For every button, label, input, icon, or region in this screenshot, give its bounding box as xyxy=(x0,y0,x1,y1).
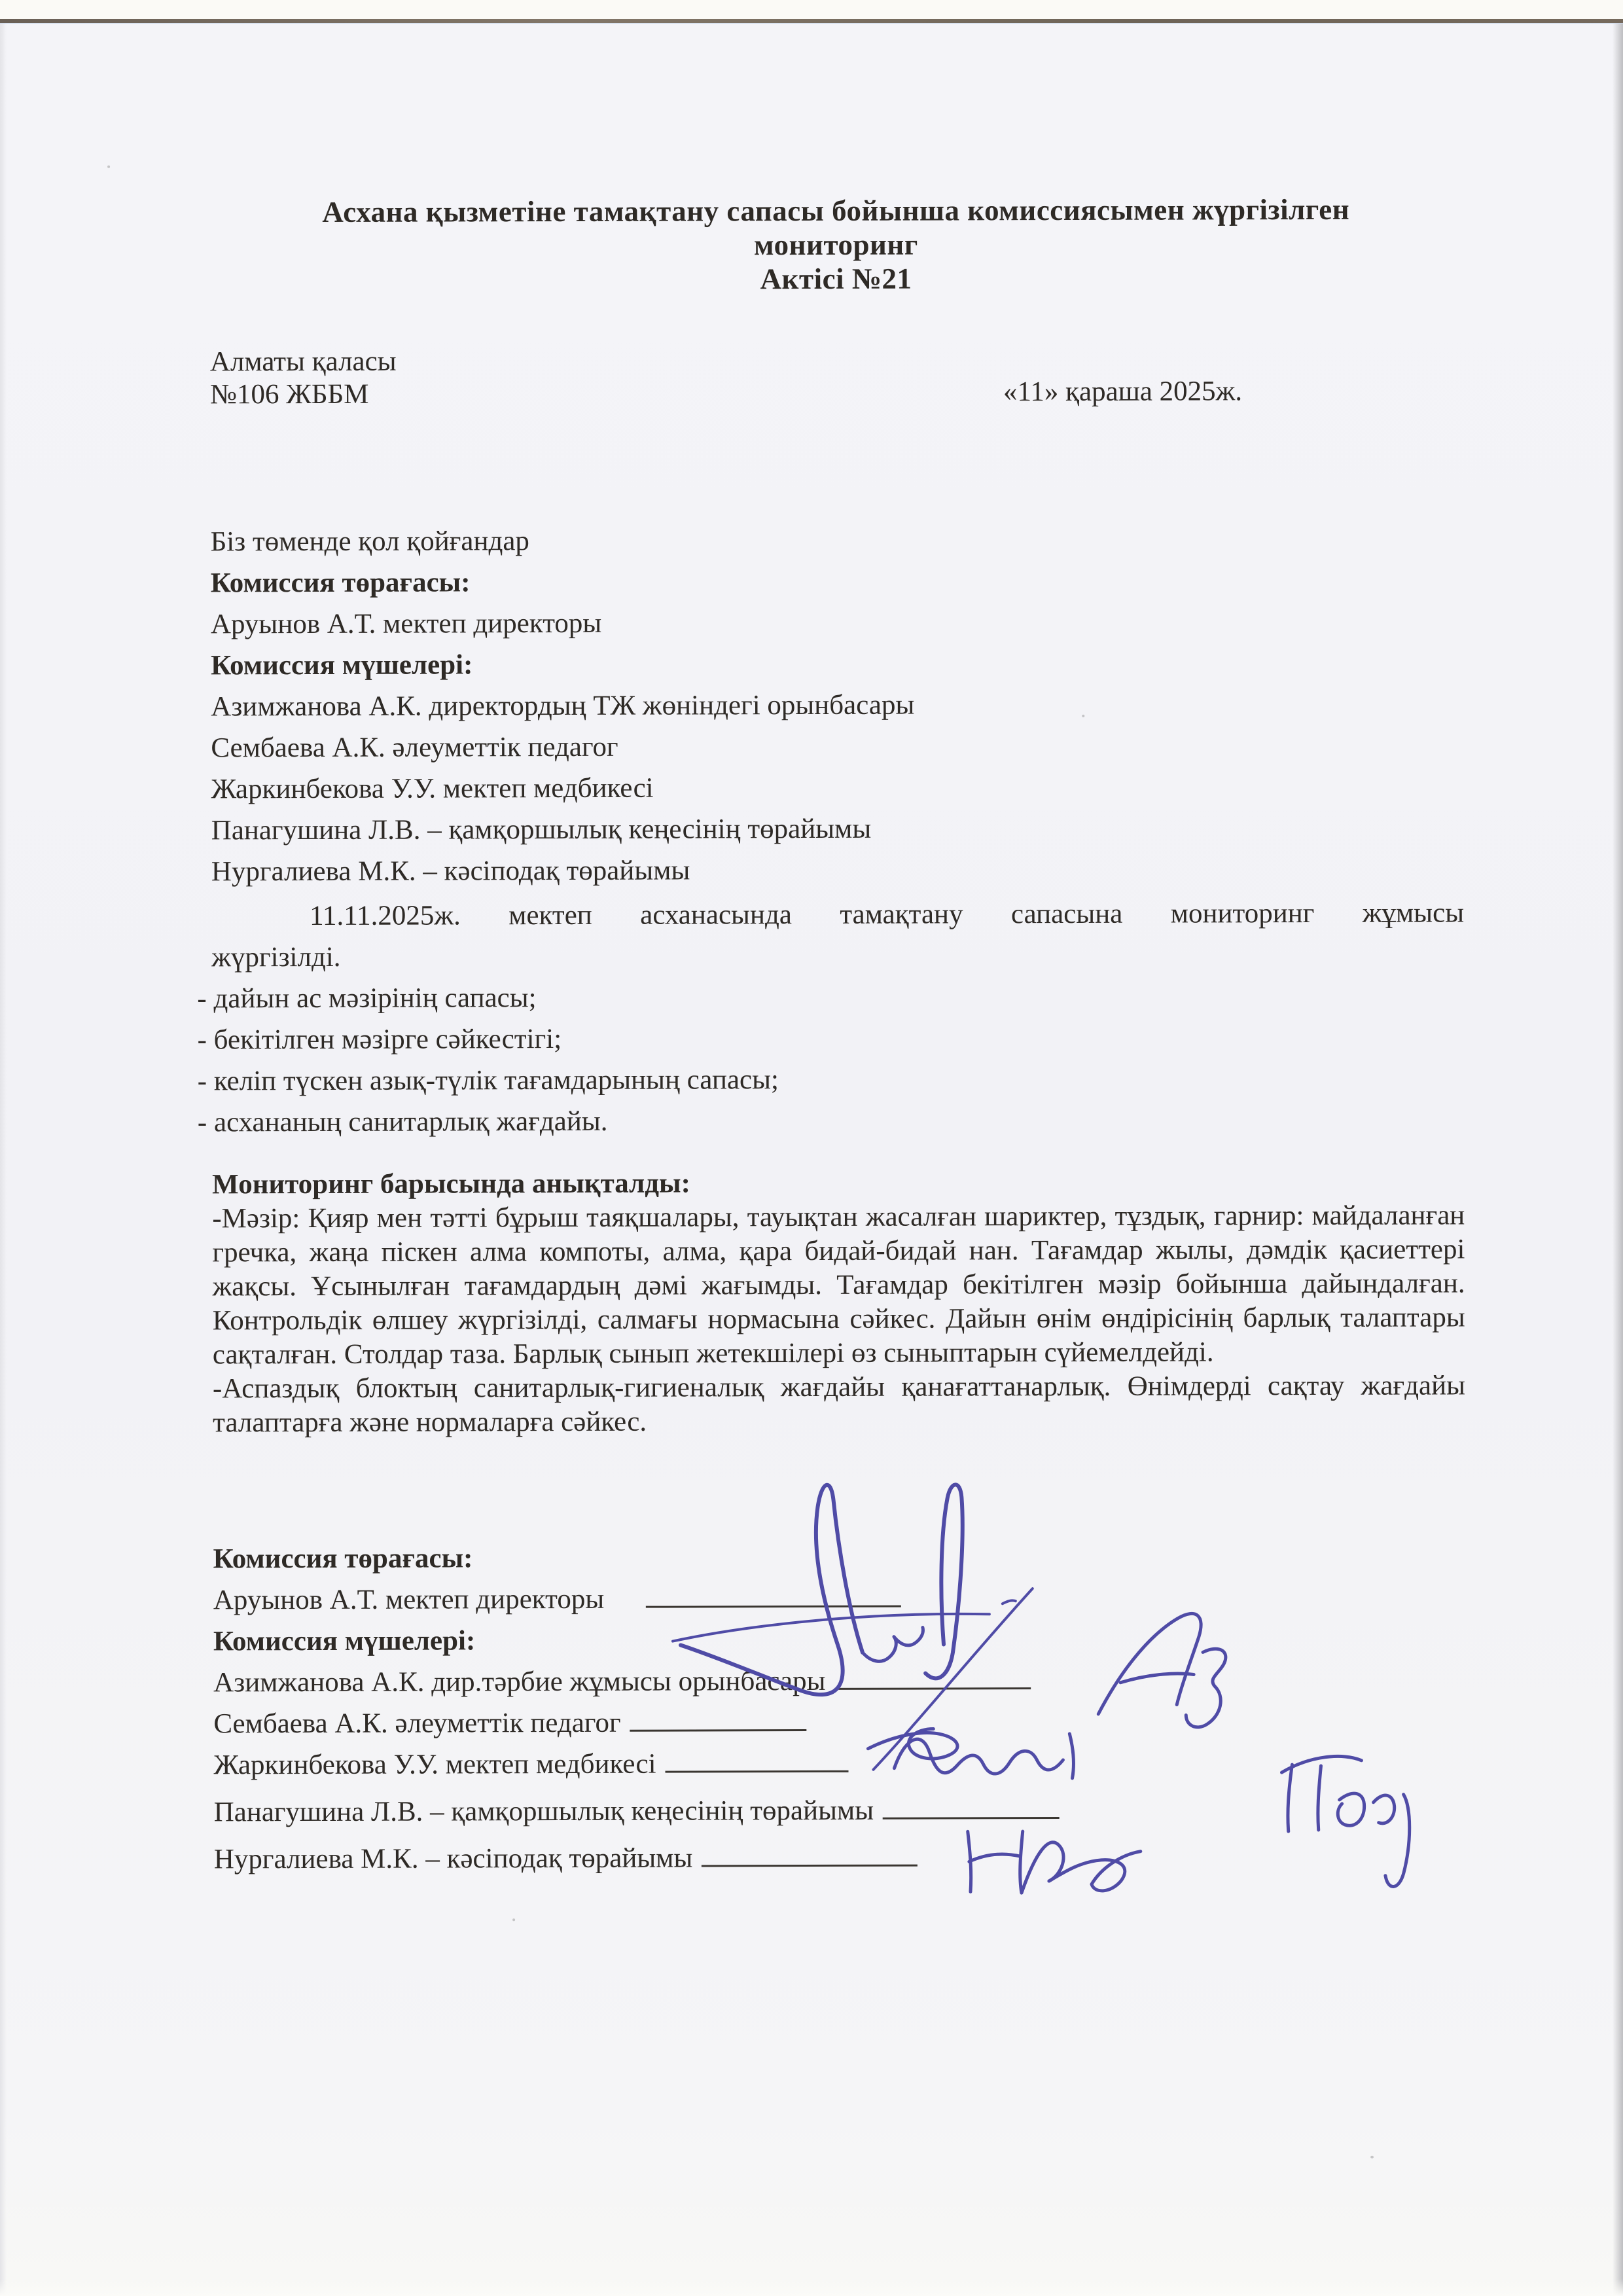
signature-row-name: Панагушина Л.В. – қамқоршылық кеңесінің төрайымы xyxy=(213,1795,874,1828)
findings-block xyxy=(212,1164,1465,1440)
signature-chair-label: Комиссия төрағасы: xyxy=(213,1543,473,1575)
document-title xyxy=(209,192,1462,297)
member-item: Сембаева А.К. әлеуметтік педагог xyxy=(211,731,618,764)
members-label: Комиссия мүшелері: xyxy=(211,649,473,681)
checklist-block xyxy=(197,975,1467,1143)
monitoring-paragraph-line1: 11.11.2025ж. мектеп асханасында тамақтану сапасына мониторинг жұмысы xyxy=(310,897,1465,932)
checklist-item: - асхананың санитарлық жағдайы. xyxy=(197,1105,608,1138)
signature-row xyxy=(214,1842,918,1876)
chair-name: Аруынов А.Т. мектеп директоры xyxy=(210,607,602,640)
findings-label: Мониторинг барысында анықталды: xyxy=(212,1168,690,1200)
header-school: №106 ЖББМ xyxy=(209,378,369,410)
signature-members-label: Комиссия мүшелері: xyxy=(213,1625,476,1657)
title-line-3: Актісі №21 xyxy=(760,262,912,296)
member-item: Азимжанова А.К. директордың ТЖ жөніндегі орынбасары xyxy=(211,689,915,723)
signature-row xyxy=(213,1748,848,1782)
scan-speck xyxy=(1082,715,1084,717)
title-line-1: Асхана қызметіне тамақтану сапасы бойынша комиссиясымен жүргізілген xyxy=(322,192,1350,228)
preamble-block xyxy=(210,518,1463,892)
signature-ink-nurgalieva xyxy=(944,1789,1181,1928)
signature-ink-azimzhanova xyxy=(1075,1596,1258,1740)
scan-speck xyxy=(107,166,110,168)
checklist-item: - келіп түскен азық-түлік тағамдарының сапасы; xyxy=(197,1064,779,1097)
monitoring-paragraph-line2: жүргізілді. xyxy=(211,941,341,973)
signature-line xyxy=(702,1845,918,1867)
signature-row-chair-name: Аруынов А.Т. мектеп директоры xyxy=(213,1583,605,1616)
signature-row-name: Нургалиева М.К. – кәсіподақ төрайымы xyxy=(213,1842,693,1875)
member-item: Жаркинбекова У.У. мектеп медбикесі xyxy=(211,772,654,805)
member-item: Нургалиева М.К. – кәсіподақ төрайымы xyxy=(211,855,690,888)
signature-row-name: Сембаева А.К. әлеуметтік педагог xyxy=(213,1707,621,1740)
signature-row-name: Азимжанова А.К. дир.тәрбие жұмысы орынбасары xyxy=(213,1665,826,1698)
signature-line xyxy=(665,1751,848,1773)
header-city: Алматы қаласы xyxy=(209,346,397,378)
title-line-2: мониторинг xyxy=(753,228,918,262)
findings-paragraph-1: -Мәзір: Қияр мен тәтті бұрыш таяқшалары, тауықтан жасалған шариктер, тұздық, гарнир: майдаланған гречка, жаңа піскен алма компоты, алма, қара бидай-бидай нан. Тағамдар жылы, дәмдік қасиеттері жақсы. Ұсынылған тағамдардың дәмі жағымды. Тағамдар бекітілген мәзір бойынша дайындалған. Контрольдік өлшеу жүргізілді, салмағы нормасына сәйкес. Дайын өнім өндірісінің барлық талаптары сақталған. Столдар таза. Барлық сынып жетекшілері өз сыныптарын сүйемелдейді. xyxy=(212,1200,1465,1371)
findings-paragraph-2: -Аспаздық блоктың санитарлық-гигиеналық жағдайы қанағаттанарлық. Өнімдерді сақтау жағдайы талаптарға және нормаларға сәйкес. xyxy=(212,1370,1466,1439)
signature-ink-panagushina xyxy=(1258,1726,1481,1884)
checklist-item: - бекітілген мәзірге сәйкестігі; xyxy=(197,1023,562,1056)
header-block xyxy=(210,346,397,412)
member-item: Панагушина Л.В. – қамқоршылық кеңесінің төрайымы xyxy=(211,813,872,846)
signature-row-name: Жаркинбекова У.У. мектеп медбикесі xyxy=(213,1748,656,1781)
scan-speck xyxy=(512,1918,515,1921)
preamble-intro: Біз төменде қол қойғандар xyxy=(210,526,529,558)
checklist-item: - дайын ас мәзірінің сапасы; xyxy=(197,982,537,1014)
chair-label: Комиссия төрағасы: xyxy=(210,567,471,599)
header-date: «11» қараша 2025ж. xyxy=(1003,376,1243,408)
monitoring-paragraph xyxy=(211,892,1464,978)
scan-speck xyxy=(1370,2156,1374,2159)
